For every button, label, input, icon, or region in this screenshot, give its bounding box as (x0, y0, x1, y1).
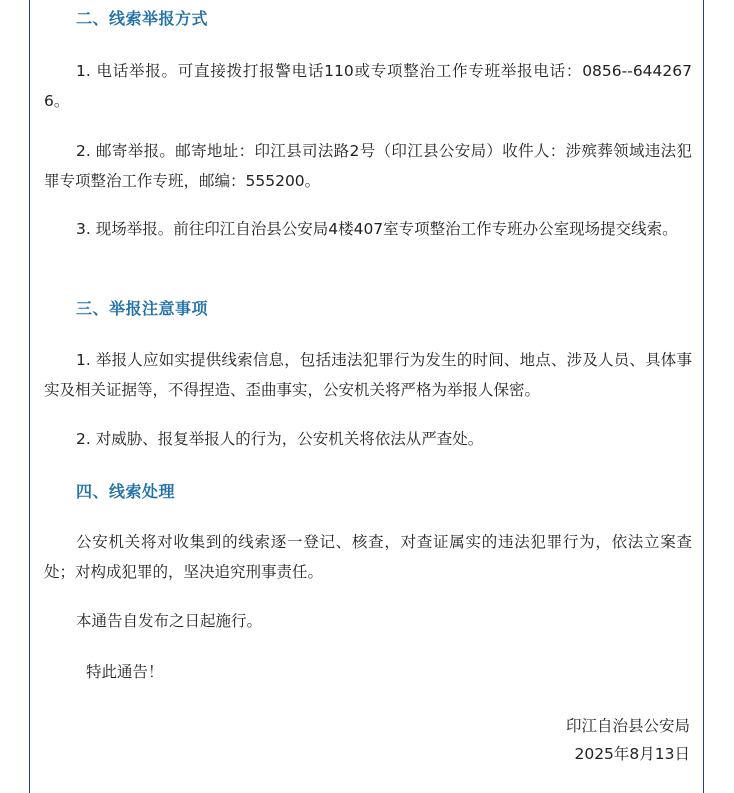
closing-statement: 特此通告！ (86, 663, 164, 681)
signature-date: 2025年8月13日 (574, 745, 690, 763)
effective-statement: 本通告自发布之日起施行。 (76, 612, 263, 630)
signature-organization: 印江自治县公安局 (565, 717, 690, 735)
report-note-retaliation: 2. 对威胁、报复举报人的行为，公安机关将依法从严查处。 (76, 430, 484, 448)
section-heading-report-methods: 二、线索举报方式 (76, 9, 209, 28)
report-method-onsite: 3. 现场举报。前往印江自治县公安局4楼407室专项整治工作专班办公室现场提交线索。 (76, 220, 678, 238)
clue-handling-body: 公安机关将对收集到的线索逐一登记、核查，对查证属实的违法犯罪行为，依法立案查处；对构成犯罪的，坚决追究刑事责任。 (44, 533, 692, 581)
section-heading-clue-handling: 四、线索处理 (76, 482, 176, 501)
report-note-truthful: 1. 举报人应如实提供线索信息，包括违法犯罪行为发生的时间、地点、涉及人员、具体事实及相关证据等，不得捏造、歪曲事实，公安机关将严格为举报人保密。 (44, 351, 692, 399)
section-heading-report-notes: 三、举报注意事项 (76, 299, 209, 318)
report-method-phone: 1. 电话举报。可直接拨打报警电话110或专项整治工作专班举报电话：0856--6442676。 (44, 62, 692, 110)
report-method-mail: 2. 邮寄举报。邮寄地址：印江县司法路2号（印江县公安局）收件人：涉殡葬领域违法犯罪专项整治工作专班，邮编：555200。 (44, 142, 692, 190)
